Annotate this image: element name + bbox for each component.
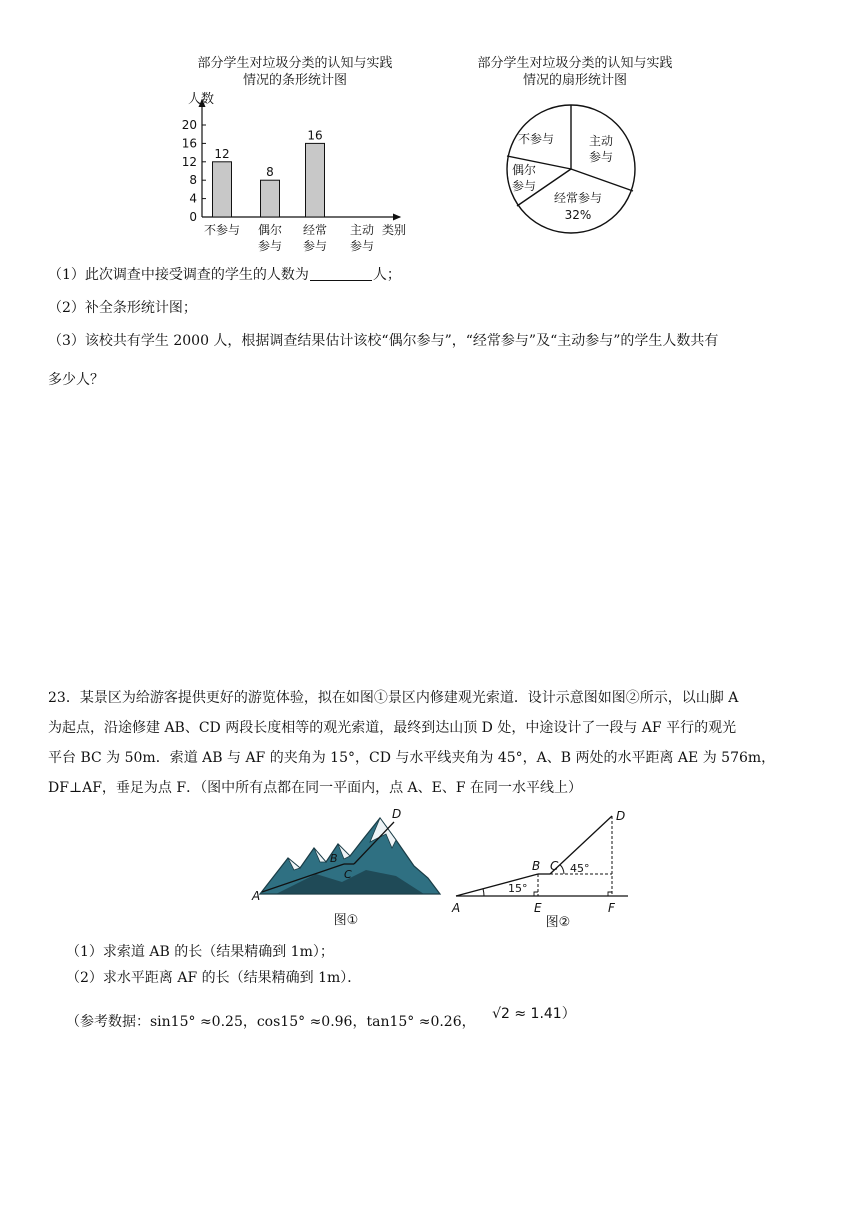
fig2-label-a: A xyxy=(452,901,461,915)
pie-label-jingchang-pct: 32% xyxy=(564,208,592,222)
bar-3 xyxy=(306,143,325,217)
fig2-label-b: B xyxy=(532,859,541,873)
bar-1 xyxy=(213,162,232,217)
bar-marks xyxy=(213,128,325,217)
pie-chart-title-line2: 情况的扇形统计图 xyxy=(522,73,627,88)
q22-sub3-line1: （3）该校共有学生 2000 人，根据调查结果估计该校“偶尔参与”，“经常参与”及“主动参与”的学生人数共有 xyxy=(48,333,719,349)
fig1-caption: 图① xyxy=(333,913,359,928)
y-tick-label: 12 xyxy=(181,154,197,169)
y-tick-label: 8 xyxy=(189,173,197,188)
bar-cat-label-4a: 主动 xyxy=(349,223,375,237)
bar-value-label-1: 12 xyxy=(214,146,230,161)
q22-sub1-text: （1）此次调查中接受调查的学生的人数为 xyxy=(48,267,309,283)
fig2-label-f: F xyxy=(608,901,615,915)
angle-arc-15 xyxy=(483,889,484,896)
bar-cat-label-1: 不参与 xyxy=(203,223,241,237)
fig1-label-b: B xyxy=(330,852,338,865)
bar-value-label-3: 16 xyxy=(307,128,323,143)
angle-label-45: 45° xyxy=(570,862,590,875)
geometry-diagram xyxy=(450,804,640,932)
pie-chart xyxy=(500,98,648,246)
fig2-label-d: D xyxy=(616,809,626,823)
angle-label-15: 15° xyxy=(508,882,528,895)
bar-2 xyxy=(261,180,280,217)
mountain-illustration xyxy=(246,804,446,932)
y-tick-label: 4 xyxy=(189,191,197,206)
q23-sub2: （2）求水平距离 AF 的长（结果精确到 1m）． xyxy=(66,970,362,986)
bar-cat-label-3a: 经常 xyxy=(302,223,328,237)
angle-arc-45 xyxy=(560,865,564,874)
bar-cat-label-3b: 参与 xyxy=(302,239,328,253)
pie-chart-title xyxy=(450,55,700,89)
q23-reference-text: （参考数据：sin15° ≈0.25，cos15° ≈0.96，tan15° ≈0.26， xyxy=(66,1014,476,1030)
pie-label-ouer-1: 偶尔 xyxy=(511,163,537,177)
bar-chart-title-line2: 情况的条形统计图 xyxy=(242,73,347,88)
pie-label-zhudong-2: 参与 xyxy=(588,150,614,164)
fig1-label-c: C xyxy=(344,868,352,881)
fig1-label-d: D xyxy=(392,807,402,821)
bar-y-axis-label: 人数 xyxy=(188,92,215,107)
bar-chart xyxy=(170,86,420,256)
q22-sub1-unit: 人； xyxy=(372,267,401,283)
q22-sub2: （2）补全条形统计图； xyxy=(48,300,197,316)
bar-cat-label-2b: 参与 xyxy=(257,239,283,253)
bar-x-axis-label: 类别 xyxy=(382,223,407,237)
y-tick-label: 20 xyxy=(181,118,197,132)
q23-line3: 平台 BC 为 50m．索道 AB 与 AF 的夹角为 15°，CD 与水平线夹角为 45°，A、B 两处的水平距离 AE 为 576m， xyxy=(48,750,776,766)
answer-blank[interactable] xyxy=(310,266,372,281)
bar-chart-title xyxy=(170,55,420,89)
y-tick-label: 16 xyxy=(181,136,197,151)
q23-sub1: （1）求索道 AB 的长（结果精确到 1m）； xyxy=(66,944,334,960)
pie-label-jingchang: 经常参与 xyxy=(553,191,603,205)
fig2-label-c: C xyxy=(550,859,559,873)
fig1-label-a: A xyxy=(252,889,261,903)
bar-cat-label-2a: 偶尔 xyxy=(257,223,283,237)
fig2-label-e: E xyxy=(534,901,542,915)
bar-chart-title-line1: 部分学生对垃圾分类的认知与实践 xyxy=(197,56,393,71)
q22-sub1 xyxy=(48,265,401,285)
q23-line2: 为起点，沿途修建 AB、CD 两段长度相等的观光索道，最终到达山顶 D 处，中途设计了一段与 AF 平行的观光 xyxy=(48,720,737,736)
q23-line4: DF⊥AF，垂足为点 F．（图中所有点都在同一平面内，点 A、E、F 在同一水平线上） xyxy=(48,780,583,796)
y-tick-label: 0 xyxy=(189,210,197,224)
pie-label-buchanyu: 不参与 xyxy=(517,132,555,146)
bar-cat-label-4b: 参与 xyxy=(349,239,375,253)
pie-chart-title-line1: 部分学生对垃圾分类的认知与实践 xyxy=(477,56,673,71)
pie-label-zhudong-1: 主动 xyxy=(588,134,614,148)
sqrt2-value: √2 ≈ 1.41） xyxy=(492,1006,576,1022)
bar-value-label-2: 8 xyxy=(266,165,274,180)
fig2-caption: 图② xyxy=(545,915,571,930)
q23-reference xyxy=(66,1006,576,1032)
pie-label-ouer-2: 参与 xyxy=(511,179,537,193)
q22-sub3-line2: 多少人？ xyxy=(48,372,104,388)
q23-line1: 23．某景区为给游客提供更好的游览体验，拟在如图①景区内修建观光索道．设计示意图如图②所示，以山脚 A xyxy=(48,690,739,706)
